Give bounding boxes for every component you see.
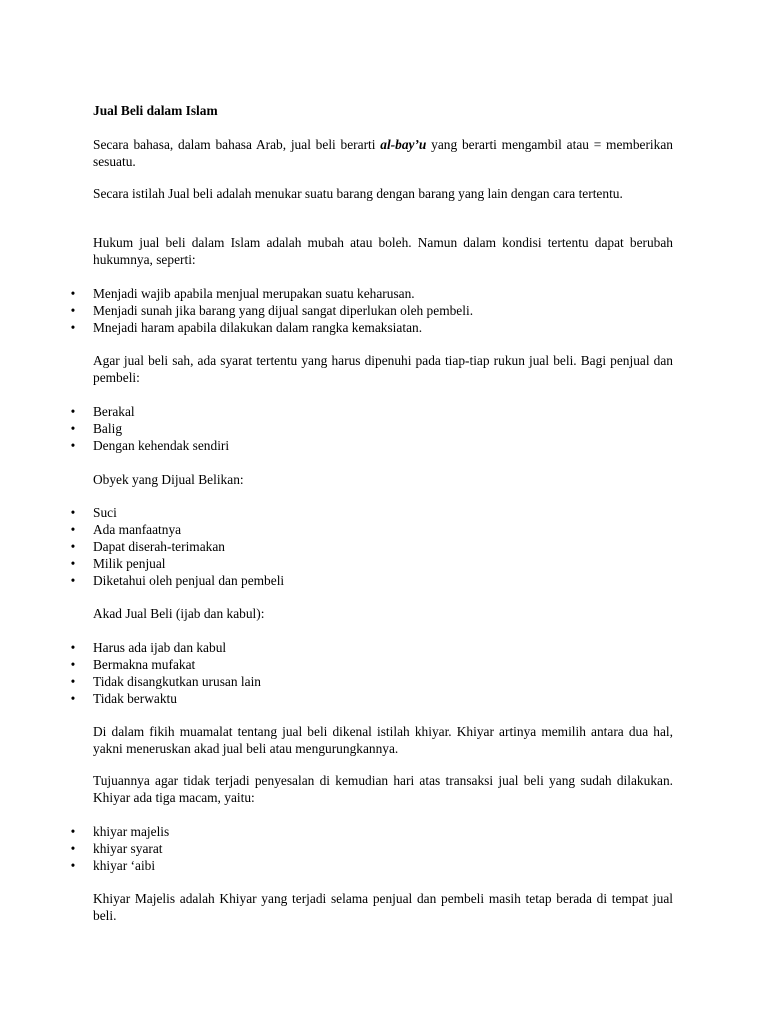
akad-requirements-list [70, 639, 673, 707]
list-item-text: Tidak berwaktu [93, 691, 177, 706]
list-item [70, 639, 673, 656]
paragraph-definition-language [93, 136, 673, 170]
paragraph-akad-heading: Akad Jual Beli (ijab dan kabul): [93, 606, 265, 621]
list-item-text: khiyar syarat [93, 841, 163, 856]
paragraph-text: yang berarti mengambil atau = memberikan sesuatu. [93, 137, 673, 169]
list-item [70, 857, 673, 874]
list-item-text: Ada manfaatnya [93, 522, 182, 537]
list-item [70, 504, 673, 521]
paragraph-law: Hukum jual beli dalam Islam adalah mubah atau boleh. Namun dalam kondisi tertentu dapat berubah hukumnya, seperti: [93, 235, 673, 267]
bullet-icon: • [70, 320, 76, 335]
list-item [70, 403, 673, 420]
bullet-icon: • [70, 505, 76, 520]
bullet-icon: • [70, 556, 76, 571]
bullet-icon: • [70, 691, 76, 706]
list-item [70, 572, 673, 589]
list-item [70, 555, 673, 572]
law-conditions-list [70, 285, 673, 336]
list-item-text: Suci [93, 505, 117, 520]
list-item-text: Tidak disangkutkan urusan lain [93, 674, 261, 689]
bullet-icon: • [70, 303, 76, 318]
paragraph-khiyar-majelis: Khiyar Majelis adalah Khiyar yang terjadi selama penjual dan pembeli masih tetap berada di tempat jual beli. [93, 891, 673, 923]
list-item [70, 319, 673, 336]
arabic-term: al-bay’u [380, 137, 427, 152]
paragraph-definition-term: Secara istilah Jual beli adalah menukar suatu barang dengan barang yang lain dengan cara tertentu. [93, 186, 623, 201]
paragraph-object-heading: Obyek yang Dijual Belikan: [93, 472, 244, 487]
list-item [70, 521, 673, 538]
list-item [70, 437, 673, 454]
bullet-icon: • [70, 841, 76, 856]
paragraph-requirements: Agar jual beli sah, ada syarat tertentu yang harus dipenuhi pada tiap-tiap rukun jual beli. Bagi penjual dan pembeli: [93, 353, 673, 385]
list-item-text: Balig [93, 421, 123, 436]
list-item-text: Menjadi sunah jika barang yang dijual sangat diperlukan oleh pembeli. [93, 303, 474, 318]
buyer-seller-requirements-list [70, 403, 673, 454]
list-item-text: Dengan kehendak sendiri [93, 438, 230, 453]
list-item [70, 840, 673, 857]
bullet-icon: • [70, 858, 76, 873]
bullet-icon: • [70, 286, 76, 301]
bullet-icon: • [70, 421, 76, 436]
paragraph-text: Secara bahasa, dalam bahasa Arab, jual beli berarti [93, 137, 381, 152]
paragraph-khiyar: Di dalam fikih muamalat tentang jual beli dikenal istilah khiyar. Khiyar artinya memilih antara dua hal, yakni meneruskan akad jual beli atau mengurungkannya. [93, 724, 673, 756]
bullet-icon: • [70, 522, 76, 537]
khiyar-types-list [70, 823, 673, 874]
list-item [70, 302, 673, 319]
document-title: Jual Beli dalam Islam [93, 103, 218, 118]
bullet-icon: • [70, 657, 76, 672]
bullet-icon: • [70, 640, 76, 655]
bullet-icon: • [70, 404, 76, 419]
list-item [70, 823, 673, 840]
bullet-icon: • [70, 573, 76, 588]
bullet-icon: • [70, 674, 76, 689]
list-item-text: Harus ada ijab dan kabul [93, 640, 227, 655]
list-item [70, 690, 673, 707]
list-item-text: Milik penjual [93, 556, 166, 571]
list-item-text: Bermakna mufakat [93, 657, 196, 672]
bullet-icon: • [70, 824, 76, 839]
paragraph-khiyar-purpose: Tujuannya agar tidak terjadi penyesalan di kemudian hari atas transaksi jual beli yang sudah dilakukan. Khiyar ada tiga macam, yaitu: [93, 773, 673, 805]
list-item-text: Diketahui oleh penjual dan pembeli [93, 573, 285, 588]
list-item-text: khiyar ‘aibi [93, 858, 156, 873]
list-item-text: Mnejadi haram apabila dilakukan dalam rangka kemaksiatan. [93, 320, 423, 335]
list-item-text: Menjadi wajib apabila menjual merupakan suatu keharusan. [93, 286, 415, 301]
list-item [70, 420, 673, 437]
bullet-icon: • [70, 438, 76, 453]
list-item [70, 538, 673, 555]
list-item [70, 285, 673, 302]
bullet-icon: • [70, 539, 76, 554]
list-item [70, 673, 673, 690]
list-item-text: Dapat diserah-terimakan [93, 539, 225, 554]
list-item-text: Berakal [93, 404, 135, 419]
list-item [70, 656, 673, 673]
object-requirements-list [70, 504, 673, 589]
list-item-text: khiyar majelis [93, 824, 170, 839]
